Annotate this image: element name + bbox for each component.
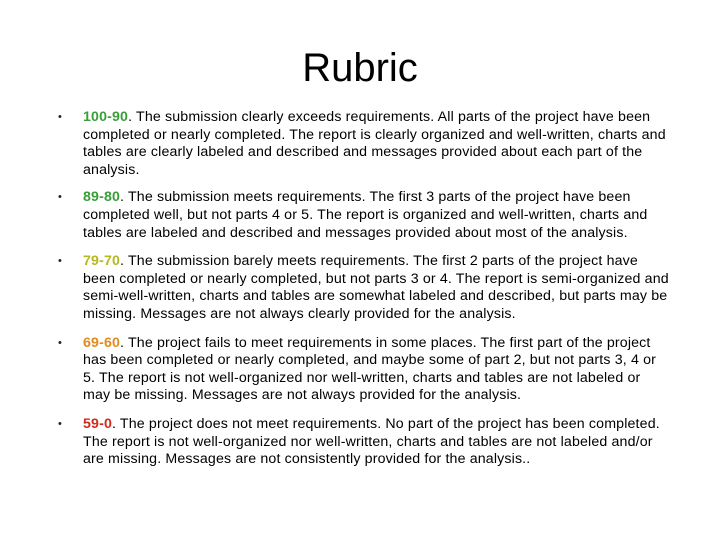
rubric-item: [58, 335, 670, 405]
rubric-list: [58, 109, 670, 469]
grade-label: 59-0: [83, 415, 112, 432]
rubric-item: [58, 189, 670, 242]
slide-title: Rubric: [302, 46, 418, 90]
rubric-item: [58, 109, 670, 179]
rubric-description: . The project does not meet requirements. No part of the project has been completed. The report is not well-organized nor well-written, charts and tables are not labeled and/or are missing. Messages are not consistently provided for the analysis..: [83, 415, 660, 468]
rubric-item: [58, 416, 670, 469]
rubric-description: . The submission clearly exceeds requirements. All parts of the project have been completed or nearly completed. The report is clearly organized and well-written, charts and tables are clearly labeled and described and messages provided about each part of the analysis.: [83, 109, 666, 178]
bullet-icon: •: [58, 255, 63, 268]
bullet-icon: •: [58, 336, 63, 349]
bullet-icon: •: [58, 111, 63, 123]
grade-label: 69-60: [83, 334, 121, 351]
bullet-icon: •: [58, 191, 63, 204]
grade-label: 100-90: [83, 109, 129, 125]
rubric-description: . The submission meets requirements. The first 3 parts of the project have been completed well, but not parts 4 or 5. The report is organized and well-written, charts and tables are labeled and described and messages provided about most of the analysis.: [83, 189, 648, 241]
bullet-icon: •: [58, 417, 63, 430]
rubric-description: . The project fails to meet requirements in some places. The first part of the project has been completed or nearly completed, and maybe some of part 2, but not parts 3, 4 or 5. The report is not well-organized nor well-written, charts and tables are not labeled or may be missing. Messages are not always provided for the analysis.: [83, 334, 656, 404]
grade-label: 79-70: [83, 253, 121, 270]
rubric-item: [58, 253, 670, 323]
rubric-description: . The submission barely meets requirements. The first 2 parts of the project have been completed or nearly completed, but not parts 3 or 4. The report is semi-organized and semi-well-written, charts and tables are somewhat labeled and described, but parts may be missing. Messages are not always clearly provided for the analysis.: [83, 253, 669, 322]
grade-label: 89-80: [83, 189, 121, 206]
